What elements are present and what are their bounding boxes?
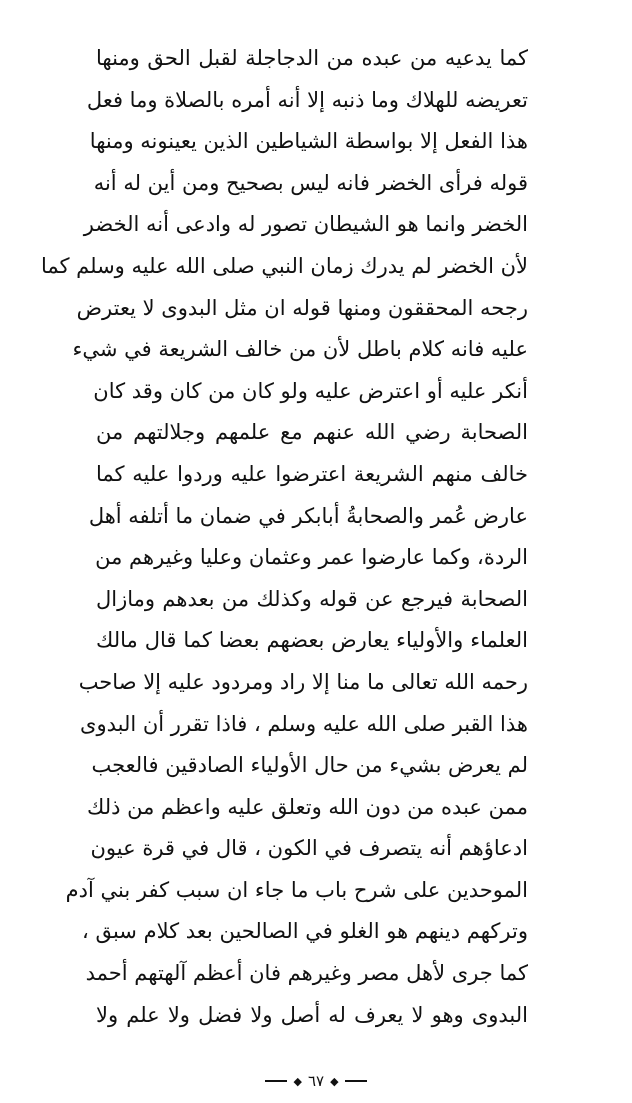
text-line: البدوى وهو لا يعرف له أصل ولا فضل ولا علم ولا: [96, 1002, 528, 1027]
page-number: ٦٧: [307, 1072, 325, 1090]
text-line: الموحدين على شرح باب ما جاء ان سبب كفر بني آدم: [65, 877, 528, 902]
text-line: الردة، وكما عارضوا عمر وعثمان وعليا وغيرهم من: [95, 545, 528, 570]
text-line: الخضر وانما هو الشيطان تصور له وادعى أنه الخضر: [83, 212, 528, 237]
text-line: هذا القبر صلى الله عليه وسلم ، فاذا تقرر أن البدوى: [80, 711, 528, 736]
text-line: الصحابة رضي الله عنهم مع علمهم وجلالتهم من: [96, 420, 528, 445]
text-line: رجحه المحققون ومنها قوله ان مثل البدوى لا يعترض: [76, 295, 528, 320]
body-text: [40, 38, 528, 1036]
page-footer: [0, 1066, 632, 1096]
footer-left-dash: [265, 1080, 287, 1082]
text-line: ادعاؤهم أنه يتصرف في الكون ، قال في قرة عيون: [90, 836, 528, 861]
text-line: عارض عُمر والصحابةُ أبابكر في ضمان ما أتلفه أهل: [88, 503, 528, 528]
text-line: هذا الفعل إلا بواسطة الشياطين الذين يعينونه ومنها: [89, 129, 528, 154]
ornament-left-icon: ◆: [293, 1074, 302, 1088]
text-line: تعريضه للهلاك وما ذنبه إلا أنه أمره بالصلاة وما فعل: [86, 87, 528, 112]
text-line: العلماء والأولياء يعارض بعضهم بعضا كما قال مالك: [96, 628, 528, 653]
ornament-right-icon: ◆: [330, 1074, 339, 1088]
text-line: كما جرى لأهل مصر وغيرهم فان أعظم آلهتهم أحمد: [85, 961, 528, 986]
text-line: الصحابة فيرجع عن قوله وكذلك من بعدهم ومازال: [96, 586, 528, 611]
text-line: عليه فانه كلام باطل لأن من خالف الشريعة في شيء: [72, 337, 528, 362]
text-line: لأن الخضر لم يدرك زمان النبي صلى الله عليه وسلم كما: [40, 253, 528, 278]
footer-right-dash: [345, 1080, 367, 1082]
text-line: أنكر عليه أو اعترض عليه ولو كان من كان وقد كان: [93, 378, 528, 403]
text-line: كما يدعيه من عبده من الدجاجلة لقبل الحق ومنها: [96, 46, 528, 70]
text-line: وتركهم دينهم هو الغلو في الصالحين بعد كلام سبق ،: [82, 919, 528, 944]
text-line: لم يعرض بشيء من حال الأولياء الصادقين فالعجب: [91, 753, 528, 778]
text-line: قوله فرأى الخضر فانه ليس بصحيح ومن أين له أنه: [93, 170, 528, 195]
text-line: ممن عبده من دون الله وتعلق عليه واعظم من ذلك: [87, 794, 528, 819]
text-line: خالف منهم الشريعة اعترضوا عليه وردوا عليه كما: [96, 461, 528, 486]
text-line: رحمه الله تعالى ما منا إلا راد ومردود عليه إلا صاحب: [78, 669, 528, 694]
